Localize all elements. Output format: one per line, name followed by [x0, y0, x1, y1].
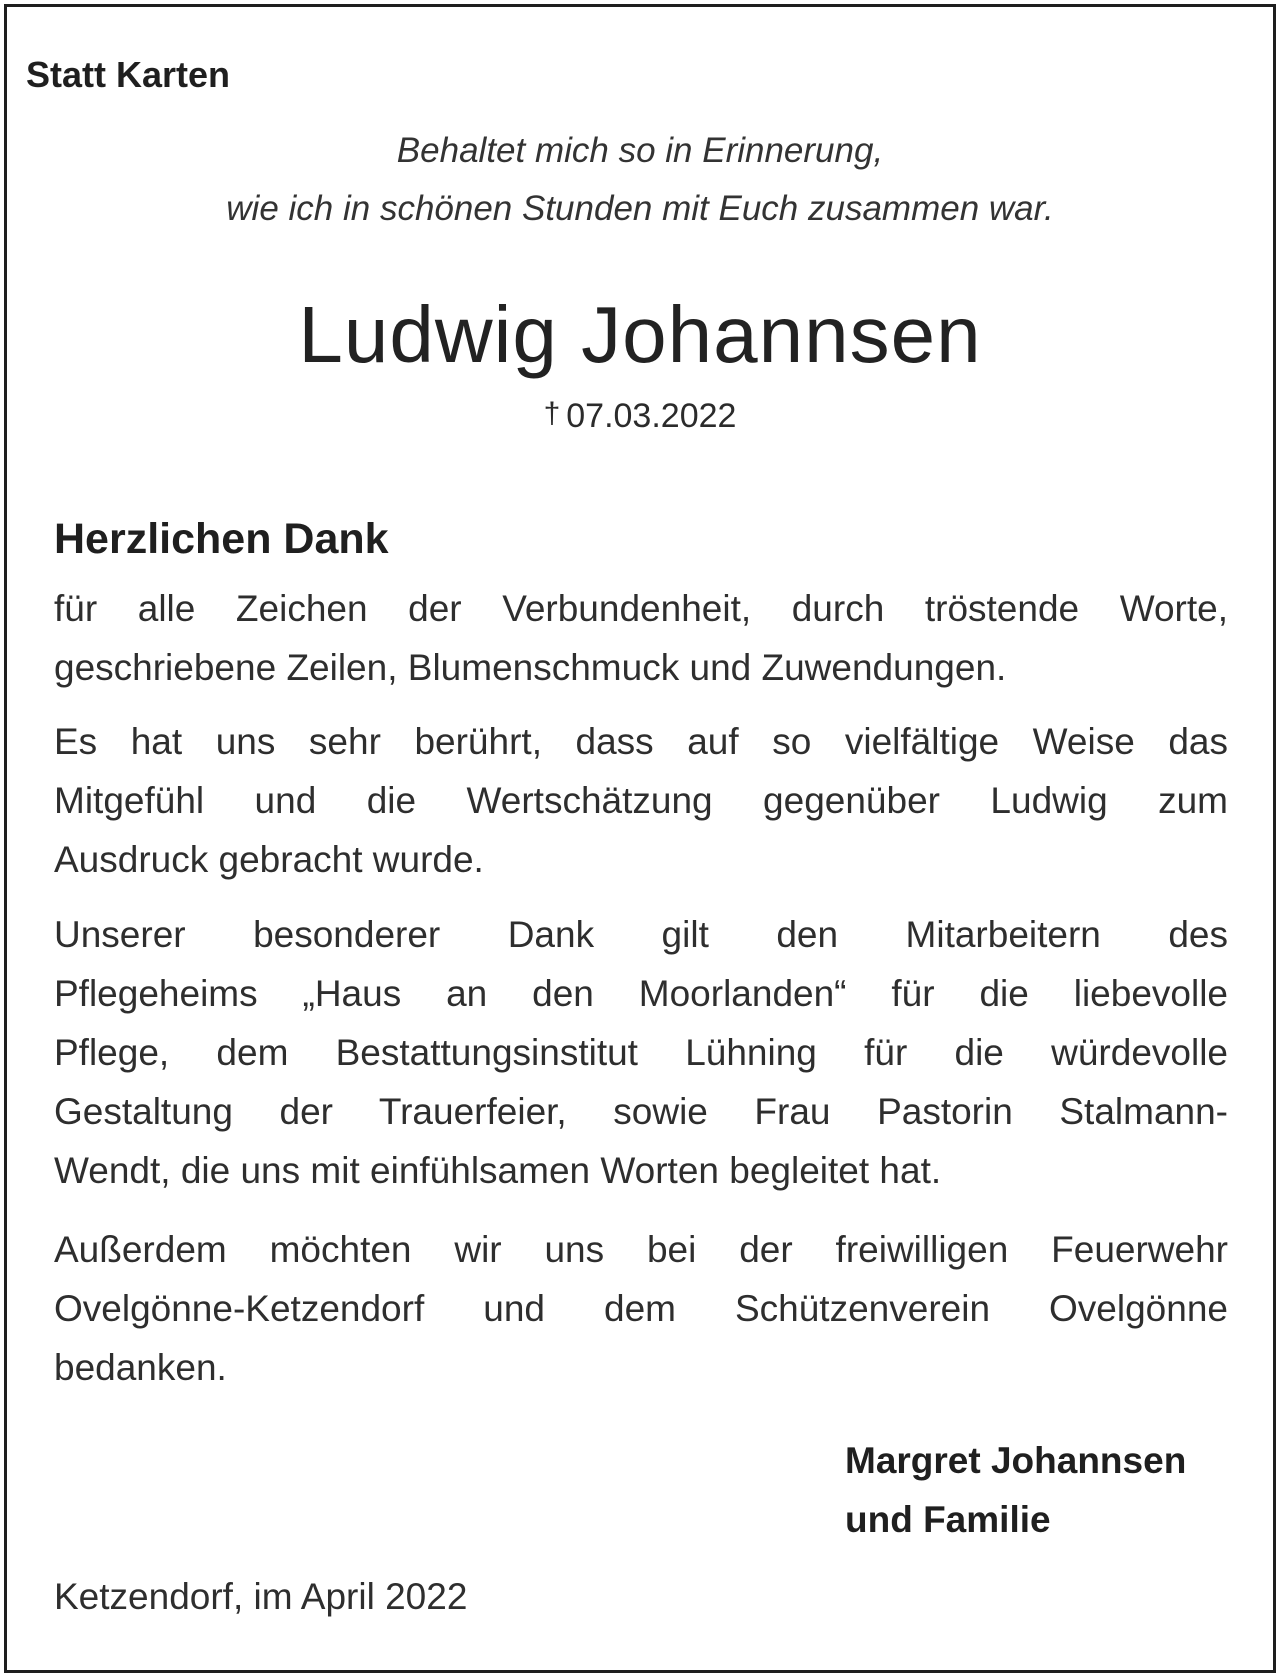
paragraph-line: Unserer besonderer Dank gilt den Mitarbeitern des	[54, 914, 1228, 955]
cross-icon: †	[543, 397, 561, 430]
death-date-line	[7, 394, 1273, 440]
death-date: 07.03.2022	[566, 397, 737, 435]
paragraph-line: Ovelgönne-Ketzendorf und dem Schützenverein Ovelgönne	[54, 1288, 1228, 1329]
paragraph-line: Außerdem möchten wir uns bei der freiwilligen Feuerwehr	[54, 1229, 1228, 1270]
paragraph-line: bedanken.	[54, 1347, 227, 1388]
paragraph-line: Ausdruck gebracht wurde.	[54, 839, 484, 880]
paragraph-line: Gestaltung der Trauerfeier, sowie Frau Pastorin Stalmann-	[54, 1091, 1228, 1132]
signature-family: und Familie	[845, 1499, 1051, 1540]
paragraph-special-thanks	[54, 905, 1228, 1200]
motto-line-1: Behaltet mich so in Erinnerung,	[396, 131, 884, 170]
motto-line-2: wie ich in schönen Stunden mit Euch zusammen war.	[226, 189, 1054, 228]
paragraph-line: Pflege, dem Bestattungsinstitut Lühning für die würdevolle	[54, 1032, 1228, 1073]
paragraph-line: Wendt, die uns mit einfühlsamen Worten begleitet hat.	[54, 1150, 942, 1191]
signature-name: Margret Johannsen	[845, 1440, 1187, 1481]
paragraph-touched	[54, 712, 1228, 889]
paragraph-line: Mitgefühl und die Wertschätzung gegenüber Ludwig zum	[54, 780, 1228, 821]
paragraph-fire-department	[54, 1220, 1228, 1397]
thanks-heading: Herzlichen Dank	[54, 515, 389, 563]
place-date: Ketzendorf, im April 2022	[54, 1576, 468, 1617]
paragraph-line: für alle Zeichen der Verbundenheit, durch tröstende Worte,	[54, 588, 1228, 629]
paragraph-line: Es hat uns sehr berührt, dass auf so vielfältige Weise das	[54, 721, 1228, 762]
paragraph-line: geschriebene Zeilen, Blumenschmuck und Zuwendungen.	[54, 647, 1007, 688]
obituary-card	[4, 4, 1276, 1673]
paragraph-thanks	[54, 579, 1228, 697]
paragraph-line: Pflegeheims „Haus an den Moorlanden“ für die liebevolle	[54, 973, 1228, 1014]
deceased-name: Ludwig Johannsen	[298, 290, 982, 379]
header-label: Statt Karten	[26, 54, 231, 95]
